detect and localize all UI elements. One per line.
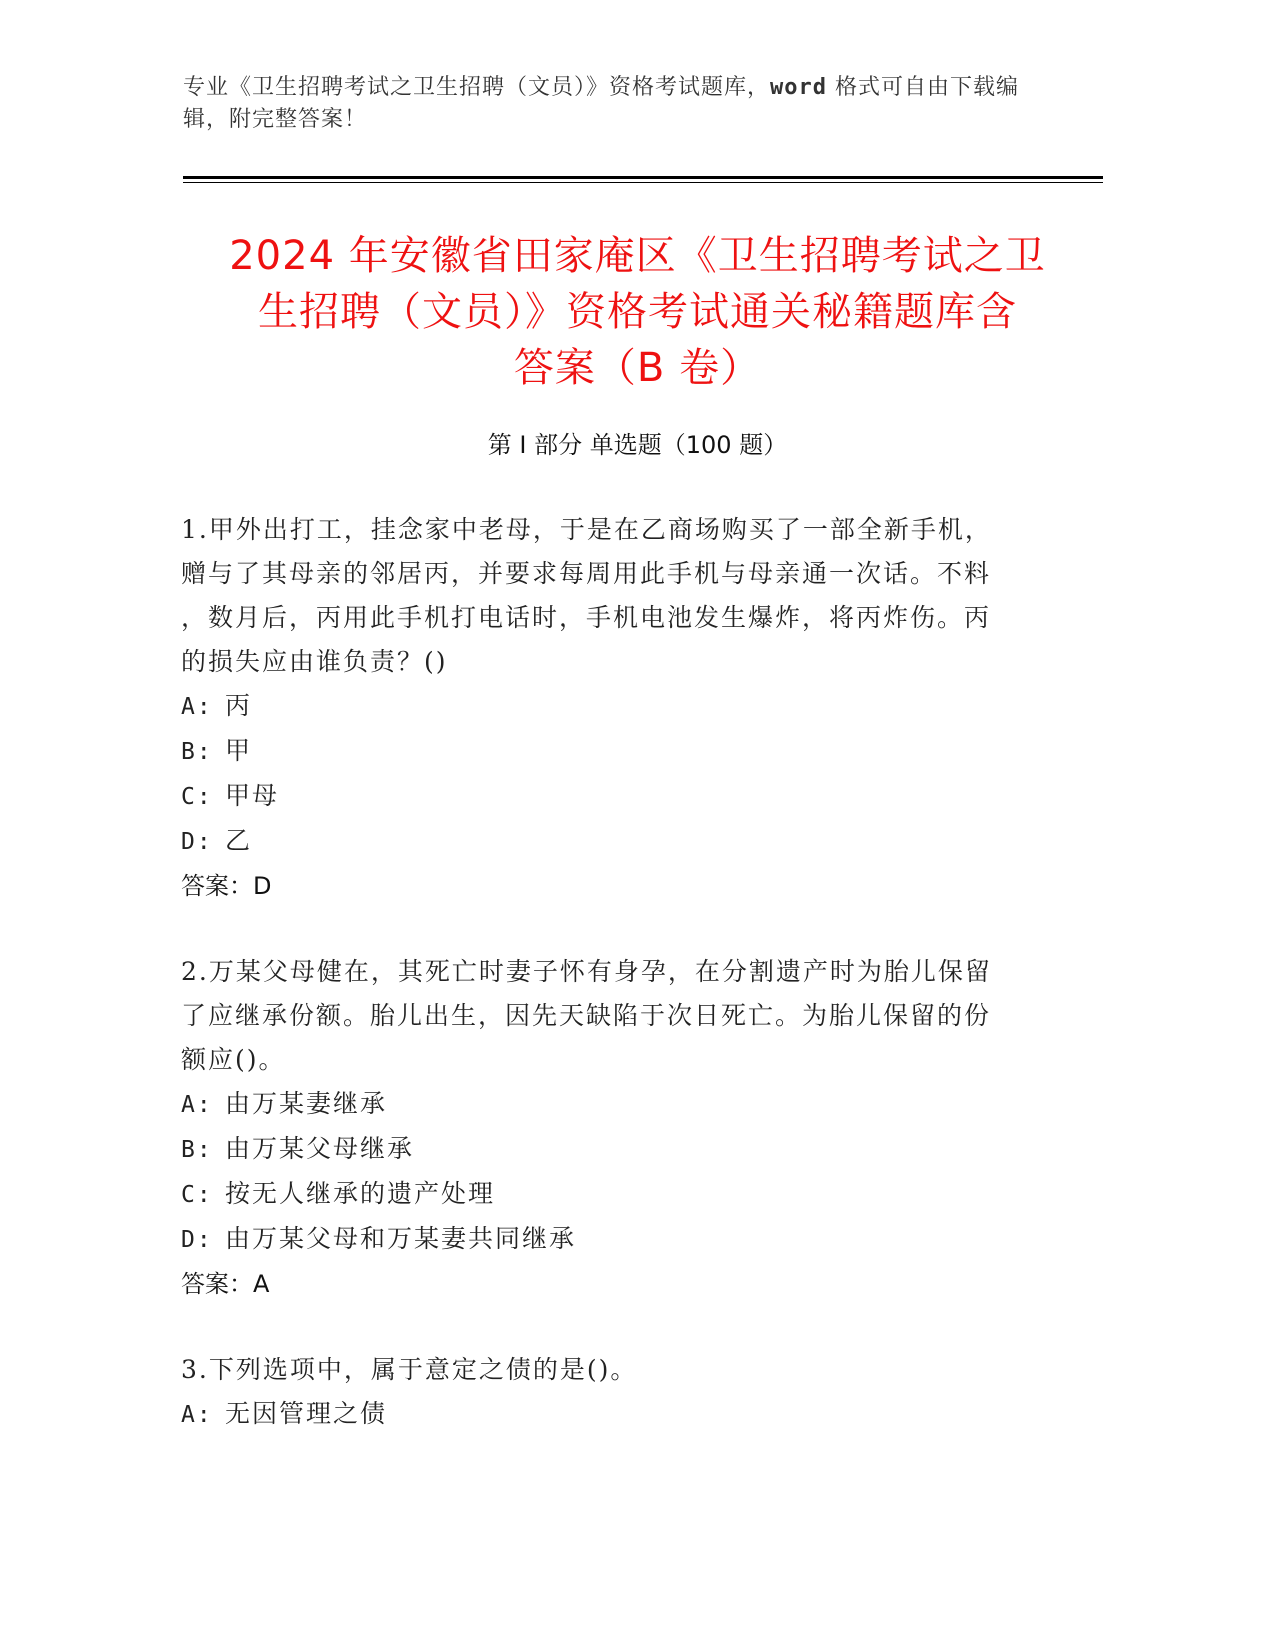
option-c <box>181 1172 1061 1217</box>
question-stem-line: 3.下列选项中，属于意定之债的是()。 <box>181 1355 638 1384</box>
header-note-text-2: 格式可自由下载编辑，附完整答案！ <box>183 75 1019 132</box>
option-text: 甲母 <box>225 781 280 810</box>
header-note-text-1: 专业《卫生招聘考试之卫生招聘（文员）》资格考试题库， <box>183 75 771 100</box>
header-divider-thin <box>183 182 1103 183</box>
option-d <box>181 819 1061 864</box>
option-letter: D: <box>181 1227 213 1253</box>
option-letter: B: <box>181 739 213 765</box>
question-stem-line: 了应继承份额。胎儿出生，因先天缺陷于次日死亡。为胎儿保留的份 <box>181 1001 992 1030</box>
option-text: 无因管理之债 <box>225 1399 388 1428</box>
option-letter: C: <box>181 784 213 810</box>
option-letter: D: <box>181 829 213 855</box>
option-text: 丙 <box>225 691 253 720</box>
header-note <box>183 72 1063 136</box>
option-a <box>181 684 1061 729</box>
document-title <box>170 228 1105 396</box>
option-b <box>181 729 1061 774</box>
option-text: 甲 <box>225 736 253 765</box>
option-text: 按无人继承的遗产处理 <box>225 1179 496 1208</box>
question-stem-line: 1.甲外出打工，挂念家中老母，于是在乙商场购买了一部全新手机， <box>181 515 992 544</box>
option-text: 乙 <box>225 826 253 855</box>
option-text: 由万某妻继承 <box>225 1089 388 1118</box>
answer-line: 答案：D <box>181 872 272 900</box>
option-text: 由万某父母继承 <box>225 1134 415 1163</box>
option-letter: A: <box>181 694 213 720</box>
option-a <box>181 1082 1061 1127</box>
question-spacer <box>181 908 1061 950</box>
document-title-line-3: 答案（B 卷） <box>513 345 762 391</box>
section-title: 第 I 部分 单选题（100 题） <box>487 431 788 459</box>
option-letter: B: <box>181 1137 213 1163</box>
question-stem-line: ，数月后，丙用此手机打电话时，手机电池发生爆炸，将丙炸伤。丙 <box>181 603 992 632</box>
question-list <box>181 508 1061 1437</box>
answer-line: 答案：A <box>181 1270 270 1298</box>
option-letter: A: <box>181 1092 213 1118</box>
question-stem-line: 的损失应由谁负责？() <box>181 647 448 676</box>
option-text: 由万某父母和万某妻共同继承 <box>225 1224 577 1253</box>
option-b <box>181 1127 1061 1172</box>
option-a <box>181 1392 1061 1437</box>
question-3 <box>181 1348 1061 1437</box>
question-1 <box>181 508 1061 908</box>
question-2 <box>181 950 1061 1306</box>
option-d <box>181 1217 1061 1262</box>
option-c <box>181 774 1061 819</box>
question-stem-line: 2.万某父母健在，其死亡时妻子怀有身孕，在分割遗产时为胎儿保留 <box>181 957 992 986</box>
header-note-word: word <box>770 75 827 100</box>
header-divider-thick <box>183 176 1103 179</box>
question-spacer <box>181 1306 1061 1348</box>
document-title-line-2: 生招聘（文员）》资格考试通关秘籍题库含 <box>258 289 1017 335</box>
option-letter: A: <box>181 1402 213 1428</box>
question-stem-line: 赠与了其母亲的邻居丙，并要求每周用此手机与母亲通一次话。不料 <box>181 559 992 588</box>
option-letter: C: <box>181 1182 213 1208</box>
question-stem-line: 额应()。 <box>181 1045 286 1074</box>
document-title-line-1: 2024 年安徽省田家庵区《卫生招聘考试之卫 <box>229 233 1046 279</box>
